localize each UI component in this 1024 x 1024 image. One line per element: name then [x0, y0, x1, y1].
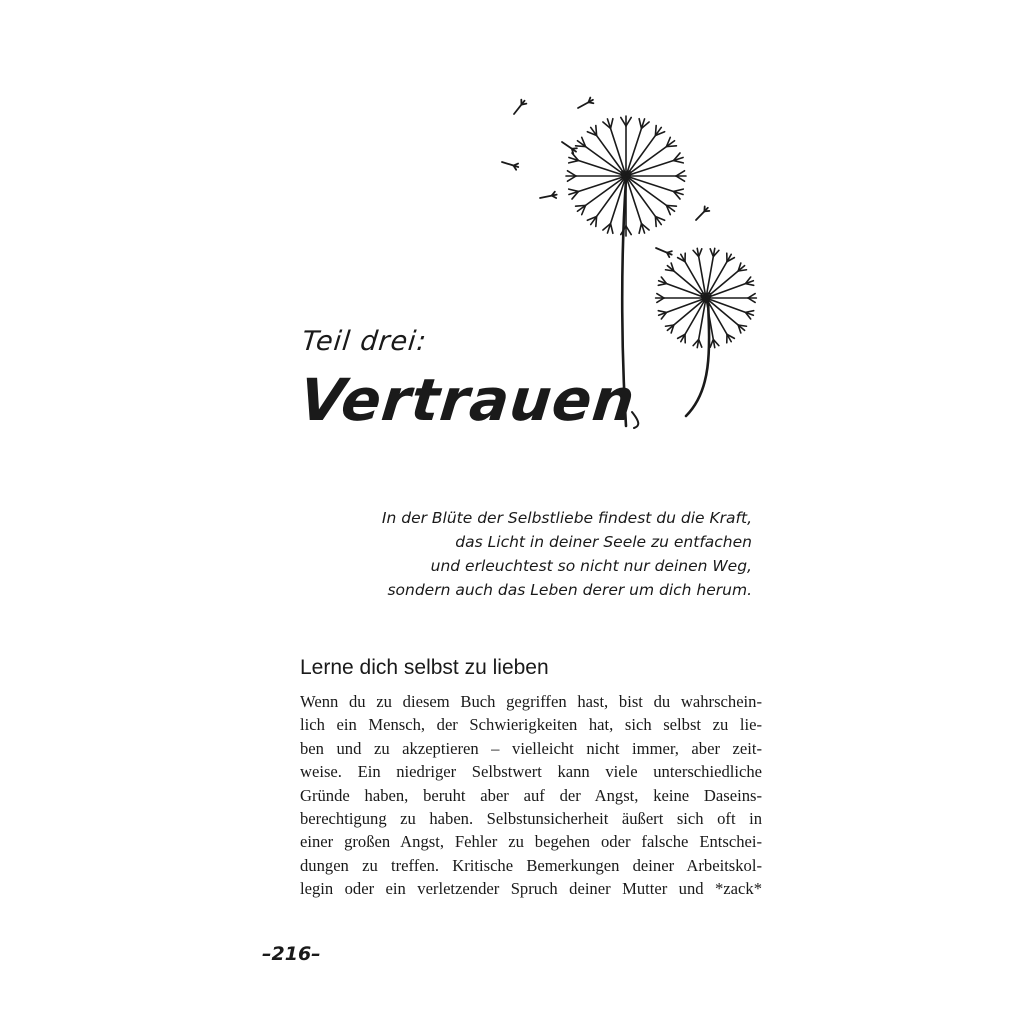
body-line: ben und zu akzeptieren – vielleicht nicht immer, aber zeit-: [300, 738, 762, 758]
quote-line: In der Blüte der Selbstliebe findest du die Kraft,: [381, 509, 752, 527]
epigraph-quote: [350, 506, 752, 602]
body-line: einer großen Angst, Fehler zu begehen oder falsche Entschei-: [300, 832, 762, 852]
quote-line: sondern auch das Leben derer um dich herum.: [387, 581, 752, 599]
page-number: –216–: [262, 943, 321, 965]
body-line: berechtigung zu haben. Selbstunsicherheit äußert sich oft in: [300, 809, 762, 829]
body-line: weise. Ein niedriger Selbstwert kann viele unterschiedliche: [300, 762, 762, 782]
part-label: Teil drei:: [300, 326, 429, 357]
body-line: legin oder ein verletzender Spruch deiner Mutter und *zack*: [300, 879, 762, 899]
quote-line: und erleuchtest so nicht nur deinen Weg,: [430, 557, 752, 575]
body-line: lich ein Mensch, der Schwierigkeiten hat, sich selbst zu lie-: [300, 715, 762, 735]
body-paragraph: [300, 690, 762, 901]
quote-line: das Licht in deiner Seele zu entfachen: [455, 533, 752, 551]
chapter-title: Vertrauen: [296, 366, 639, 434]
section-heading: Lerne dich selbst zu lieben: [300, 656, 549, 679]
body-line: Gründe haben, beruht aber auf der Angst, keine Daseins-: [300, 785, 762, 805]
body-line: dungen zu treffen. Kritische Bemerkungen deiner Arbeitskol-: [300, 855, 762, 875]
body-line: Wenn du zu diesem Buch gegriffen hast, bist du wahrschein-: [300, 692, 762, 711]
